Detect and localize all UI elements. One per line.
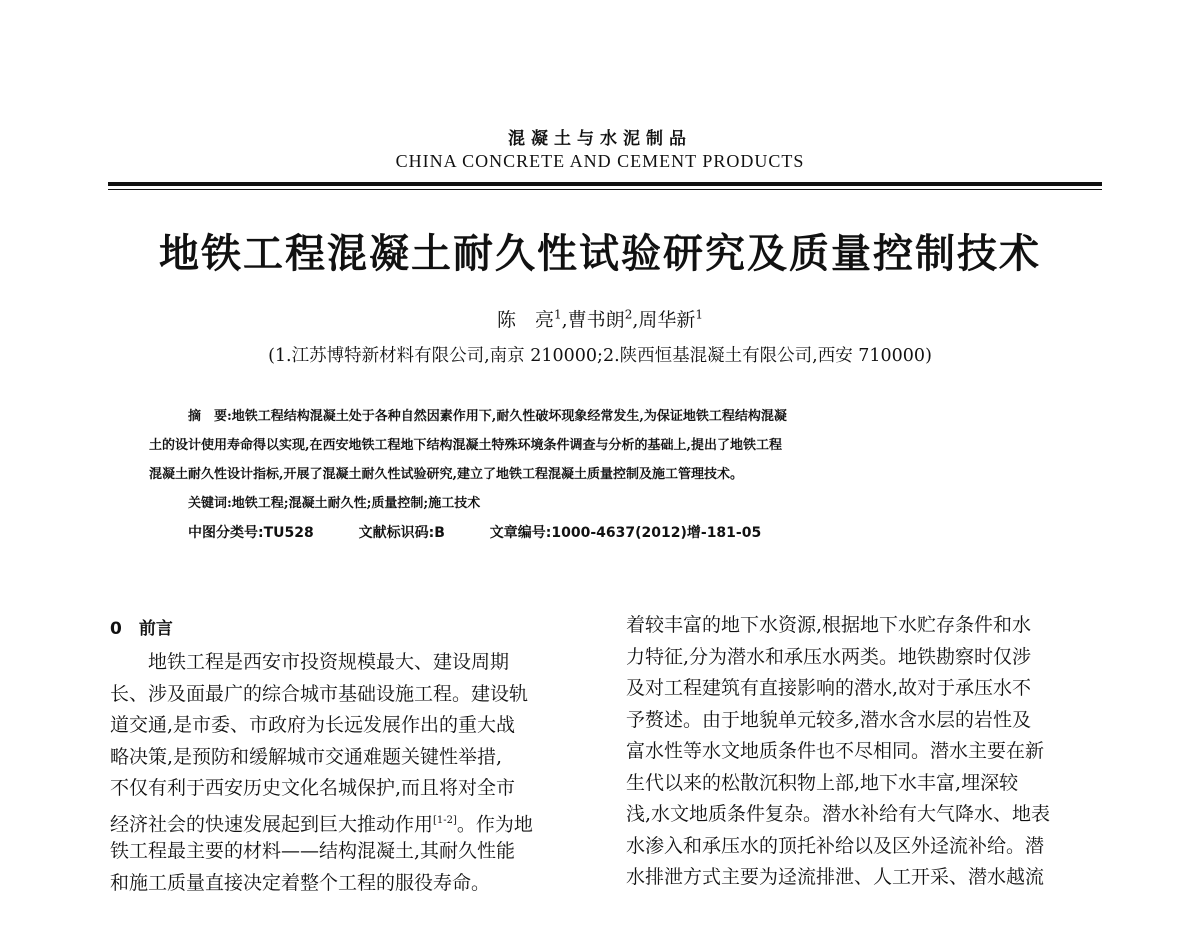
body-line: 水排泄方式主要为迳流排泄、人工开采、潜水越流 <box>626 866 1045 888</box>
body-line: 生代以来的松散沉积物上部,地下水丰富,埋深较 <box>626 771 1019 794</box>
body-column-left <box>110 647 585 899</box>
author-name: 陈 亮 <box>496 309 554 331</box>
body-line: 长、涉及面最广的综合城市基础设施工程。建设轨 <box>110 682 529 705</box>
journal-name-en: CHINA CONCRETE AND CEMENT PRODUCTS <box>395 151 805 171</box>
body-line: 略决策,是预防和缓解城市交通难题关键性举措, <box>110 745 503 768</box>
body-line: 及对工程建筑有直接影响的潜水,故对于承压水不 <box>626 677 1032 699</box>
affiliation: (1.江苏博特新材料有限公司,南京 210000;2.陕西恒基混凝土有限公司,西安 710000) <box>268 346 932 366</box>
body-line <box>110 805 585 837</box>
article-number: 文章编号:1000-4637(2012)增-181-05 <box>489 525 762 541</box>
author-affil-mark: 2 <box>624 307 633 322</box>
classification-row <box>188 522 801 542</box>
author-affil-mark: 1 <box>553 307 562 322</box>
header-rule-thin <box>108 189 1102 190</box>
document-code: 文献标识码:B <box>358 525 445 541</box>
body-column-right <box>626 610 1106 894</box>
journal-name-cn: 混凝土与水泥制品 <box>508 129 692 149</box>
author-name: 曹书朗 <box>567 309 625 331</box>
abstract-line: 混凝土耐久性设计指标,开展了混凝土耐久性试验研究,建立了地铁工程混凝土质量控制及施工管理技术。 <box>149 467 744 482</box>
header-rule-thick <box>108 182 1102 186</box>
classification-number: 中图分类号:TU528 <box>188 525 314 541</box>
body-line: 地铁工程是西安市投资规模最大、建设周期 <box>148 651 510 673</box>
keywords: 关键词:地铁工程;混凝土耐久性;质量控制;施工技术 <box>188 496 481 511</box>
citation-mark: [1-2] <box>433 814 457 826</box>
article-title: 地铁工程混凝土耐久性试验研究及质量控制技术 <box>159 231 1041 277</box>
body-text: 。作为地 <box>456 812 533 835</box>
body-line: 和施工质量直接决定着整个工程的服役寿命。 <box>110 871 491 894</box>
body-line: 力特征,分为潜水和承压水两类。地铁勘察时仅涉 <box>626 645 1032 668</box>
body-text: 经济社会的快速发展起到巨大推动作用 <box>110 812 434 835</box>
body-line: 道交通,是市委、市政府为长远发展作出的重大战 <box>110 714 516 736</box>
body-line: 不仅有利于西安历史文化名城保护,而且将对全市 <box>110 777 516 799</box>
author-affil-mark: 1 <box>695 307 704 322</box>
section-heading: 0 前言 <box>110 619 173 639</box>
author-list: 陈 亮$^1$,曹书朗$^2$,周华新$^1$ <box>496 307 704 331</box>
body-line: 浅,水文地质条件复杂。潜水补给有大气降水、地表 <box>626 803 1051 825</box>
body-line: 予赘述。由于地貌单元较多,潜水含水层的岩性及 <box>626 708 1032 731</box>
body-line: 富水性等水文地质条件也不尽相同。潜水主要在新 <box>626 740 1045 762</box>
body-line: 着较丰富的地下水资源,根据地下水贮存条件和水 <box>626 614 1032 636</box>
abstract-line: 土的设计使用寿命得以实现,在西安地铁工程地下结构混凝土特殊环境条件调查与分析的基础上,提出了地铁工程 <box>149 438 783 453</box>
body-line: 水渗入和承压水的顶托补给以及区外迳流补给。潜 <box>626 834 1045 857</box>
author-name: 周华新 <box>638 309 696 331</box>
abstract-line: 摘 要:地铁工程结构混凝土处于各种自然因素作用下,耐久性破坏现象经常发生,为保证地铁工程结构混凝 <box>188 409 787 424</box>
body-line: 铁工程最主要的材料——结构混凝土,其耐久性能 <box>110 840 516 862</box>
